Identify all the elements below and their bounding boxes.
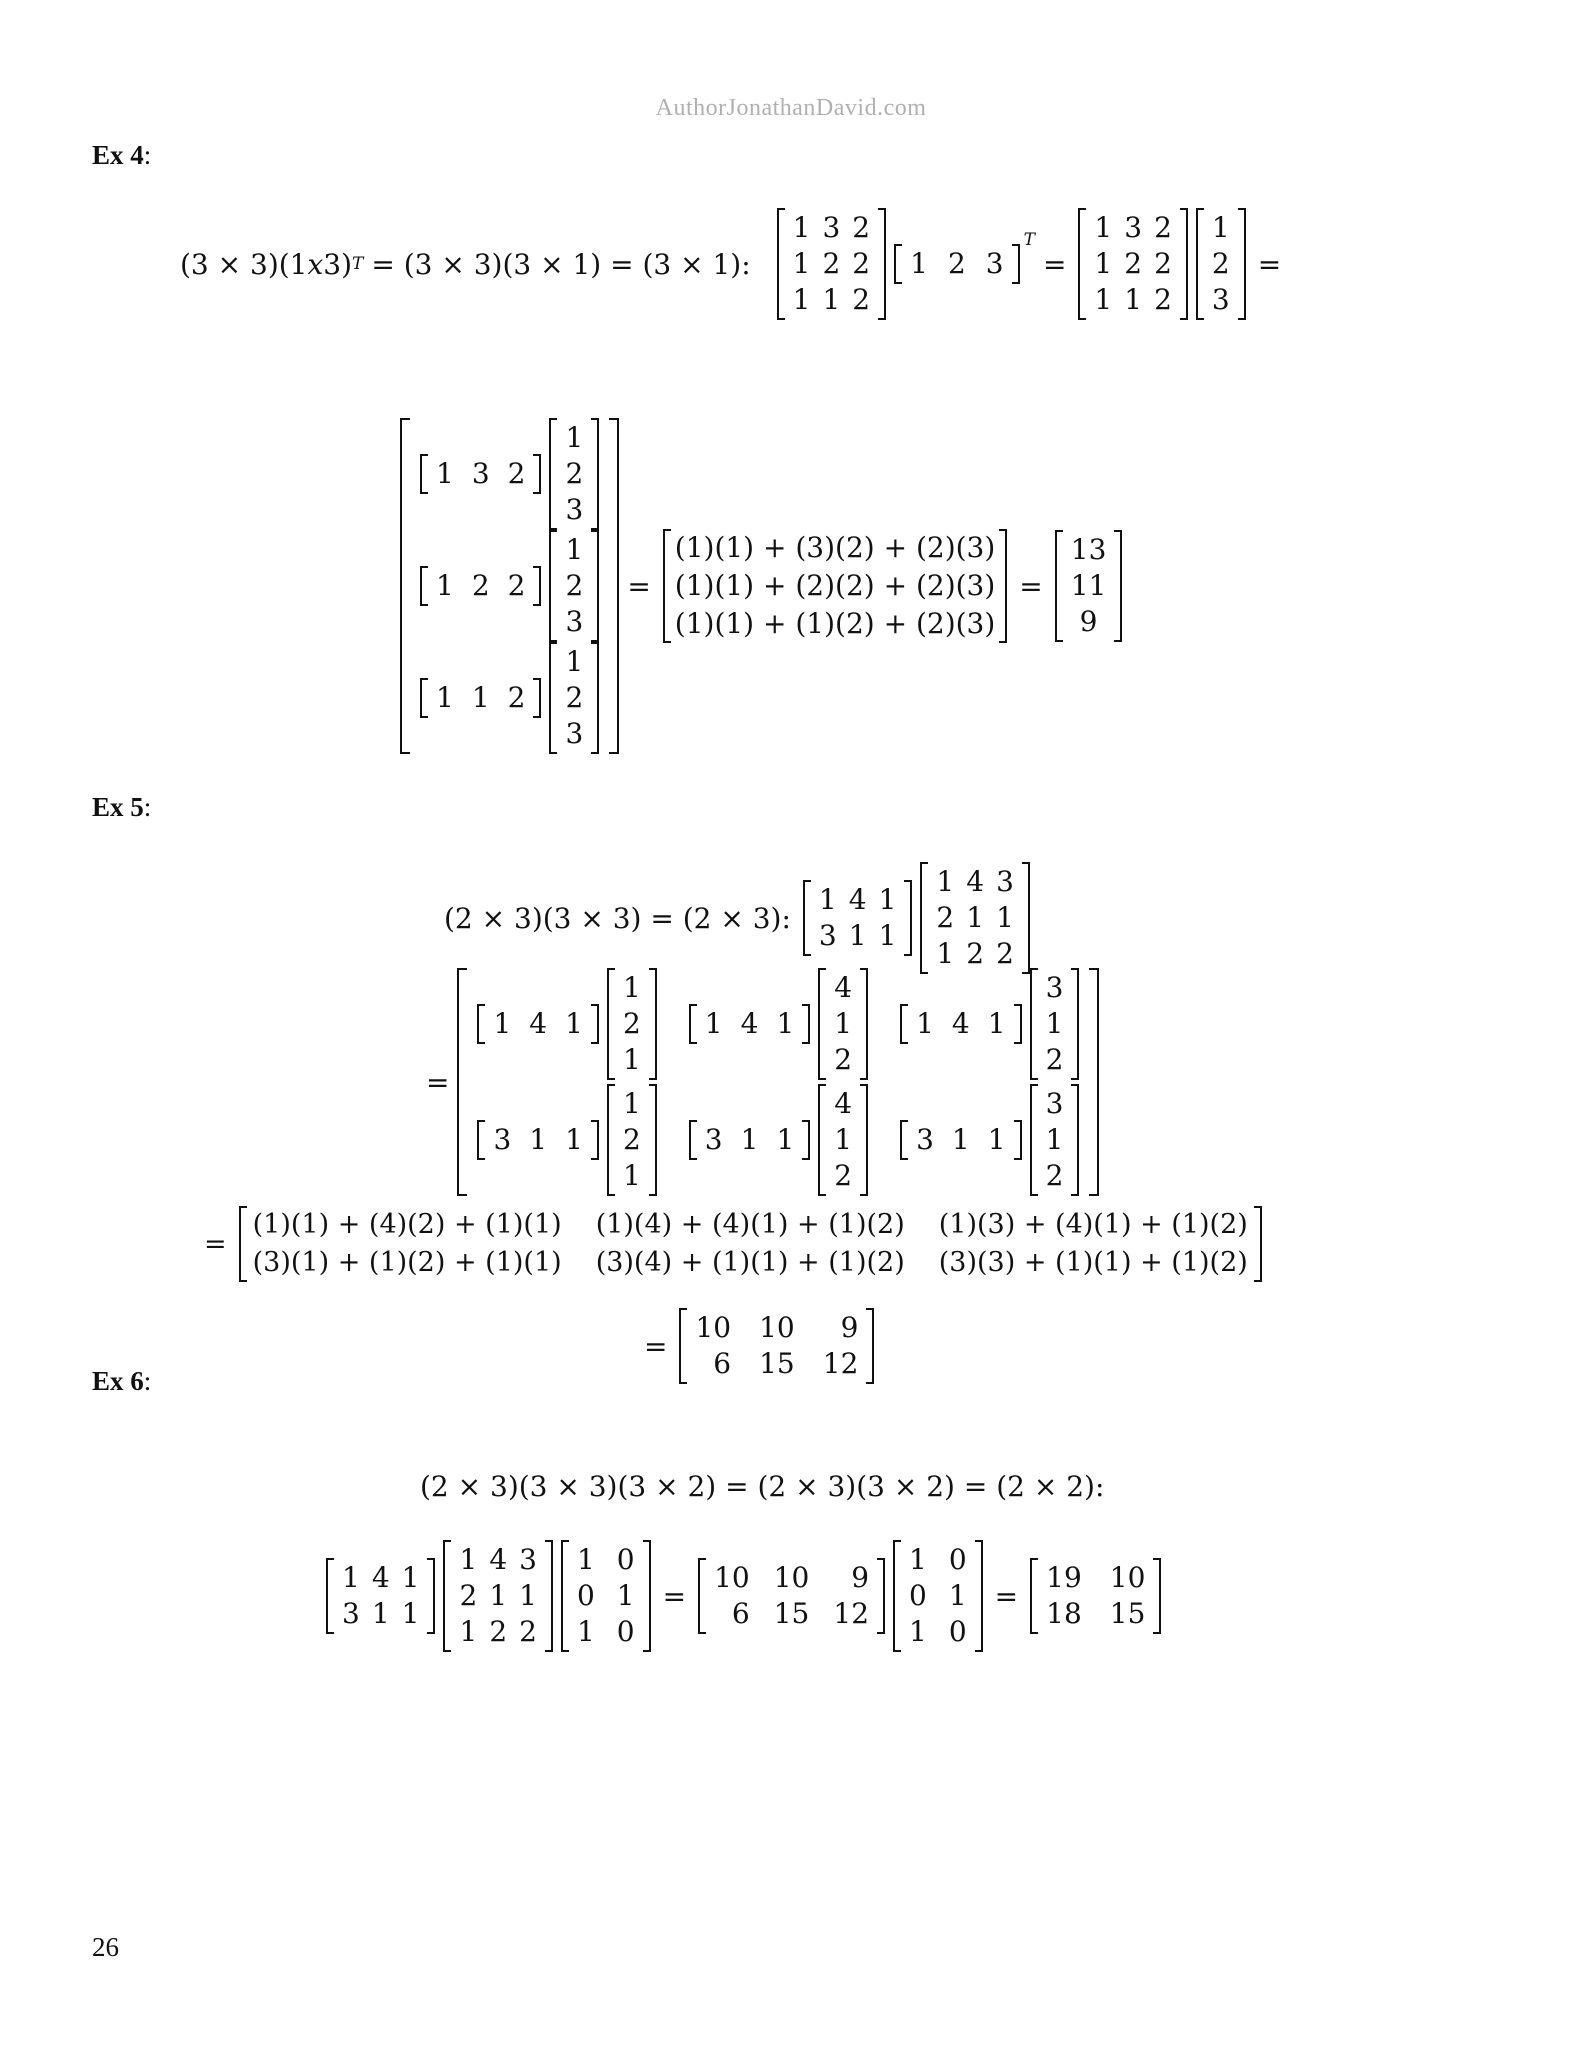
math-term: 1 bbox=[1094, 211, 1113, 244]
math-term: 1 bbox=[489, 1579, 508, 1612]
math-term: 1 bbox=[916, 1007, 934, 1040]
ex6-dims: (2 × 3)(3 × 3)(3 × 2) = (2 × 3)(3 × 2) = (2 × 2): bbox=[420, 1470, 1105, 1503]
ex6-result-matrix bbox=[1030, 1558, 1161, 1634]
math-term: 1 bbox=[909, 1543, 927, 1576]
left-bracket bbox=[777, 208, 785, 320]
math-term: 1 bbox=[401, 1561, 420, 1594]
left-bracket bbox=[443, 1540, 451, 1652]
left-bracket bbox=[400, 418, 410, 754]
right-bracket bbox=[591, 1120, 599, 1160]
left-bracket bbox=[689, 1004, 697, 1044]
right-bracket bbox=[643, 1540, 651, 1652]
math-term: 9 bbox=[1079, 605, 1098, 638]
left-bracket bbox=[894, 244, 902, 284]
math-term: 0 bbox=[909, 1579, 927, 1612]
right-bracket bbox=[545, 1540, 553, 1652]
right-bracket bbox=[802, 1004, 810, 1044]
ex5-block-row-1 bbox=[473, 968, 1083, 1080]
left-bracket bbox=[326, 1558, 334, 1634]
math-term: 1 bbox=[1211, 211, 1230, 244]
math-term: 3 bbox=[519, 1543, 537, 1576]
ex4-label-colon: : bbox=[143, 140, 152, 170]
math-term: 1 bbox=[948, 1579, 967, 1612]
math-term: 4 bbox=[834, 971, 853, 1004]
ex4-block-row bbox=[416, 418, 603, 530]
left-bracket bbox=[1030, 1084, 1038, 1196]
math-term: 3 bbox=[565, 493, 584, 526]
right-bracket bbox=[533, 566, 541, 606]
equals-sign: = bbox=[426, 1065, 450, 1099]
right-bracket bbox=[1022, 862, 1030, 974]
ex5-matrix-b bbox=[920, 862, 1029, 974]
math-term: 2 bbox=[936, 901, 955, 934]
math-term: 2 bbox=[852, 211, 871, 244]
right-bracket bbox=[591, 642, 599, 754]
math-term: 15 bbox=[759, 1347, 795, 1380]
ex5-block-matrix bbox=[457, 968, 1099, 1196]
math-term: 1 bbox=[1124, 283, 1143, 316]
right-bracket bbox=[999, 529, 1007, 643]
right-bracket bbox=[649, 1084, 657, 1196]
right-bracket bbox=[1114, 530, 1122, 642]
math-term: 4 bbox=[489, 1543, 508, 1576]
math-term: 3 bbox=[1211, 283, 1230, 316]
math-term: 2 bbox=[622, 1007, 641, 1040]
ex4-matrix-a bbox=[777, 208, 886, 320]
ex4-block-row bbox=[416, 642, 603, 754]
ex6-label-colon: : bbox=[143, 1366, 152, 1396]
ex5-label bbox=[92, 792, 151, 823]
ex6-label-text: Ex 6 bbox=[92, 1366, 144, 1396]
right-bracket bbox=[649, 968, 657, 1080]
math-term: 2 bbox=[852, 247, 871, 280]
math-term: 2 bbox=[565, 681, 584, 714]
ex4-expr-matrix bbox=[663, 529, 1008, 643]
left-bracket bbox=[679, 1308, 687, 1384]
right-bracket bbox=[1014, 1004, 1022, 1044]
math-term: 1 bbox=[740, 1123, 759, 1156]
right-bracket bbox=[878, 208, 886, 320]
math-term: 3 bbox=[565, 605, 584, 638]
math-term: 9 bbox=[851, 1561, 870, 1594]
ex4-result-matrix bbox=[1055, 530, 1123, 642]
ex5-label-text: Ex 5 bbox=[92, 792, 144, 822]
math-term: 2 bbox=[1211, 247, 1230, 280]
math-term: 0 bbox=[616, 1543, 635, 1576]
math-term: 1 bbox=[776, 1123, 795, 1156]
math-term: 2 bbox=[1154, 283, 1172, 316]
math-term: 0 bbox=[616, 1615, 635, 1648]
ex5-equation-3 bbox=[196, 1206, 1266, 1282]
ex6-matrix-b bbox=[443, 1540, 552, 1652]
math-term: 2 bbox=[471, 569, 490, 602]
left-bracket bbox=[900, 1120, 908, 1160]
math-term: (1)(3) + (4)(1) + (1)(2) bbox=[938, 1209, 1248, 1240]
right-bracket bbox=[1089, 968, 1099, 1196]
math-term: 1 bbox=[622, 1087, 641, 1120]
right-bracket bbox=[427, 1558, 435, 1634]
math-term: 2 bbox=[1045, 1043, 1064, 1076]
math-term: 2 bbox=[507, 569, 526, 602]
math-term: 2 bbox=[947, 247, 966, 280]
math-term: 10 bbox=[714, 1561, 750, 1594]
equals-sign: = bbox=[1042, 247, 1067, 281]
right-bracket bbox=[866, 1308, 874, 1384]
math-term: 2 bbox=[1045, 1159, 1064, 1192]
left-bracket bbox=[239, 1206, 247, 1282]
right-bracket bbox=[591, 530, 599, 642]
math-term: 1 bbox=[622, 1043, 641, 1076]
math-term: 1 bbox=[987, 1123, 1006, 1156]
left-bracket bbox=[1078, 208, 1086, 320]
math-term: 4 bbox=[848, 883, 867, 916]
ex6-matrix-c-copy bbox=[893, 1540, 983, 1652]
math-term: 4 bbox=[834, 1087, 853, 1120]
math-term: 1 bbox=[459, 1615, 478, 1648]
math-term: 1 bbox=[622, 1159, 641, 1192]
ex5-equation-2 bbox=[418, 968, 1099, 1196]
right-bracket bbox=[533, 454, 541, 494]
math-term: 2 bbox=[489, 1615, 508, 1648]
left-bracket bbox=[477, 1120, 485, 1160]
left-bracket bbox=[1030, 1558, 1038, 1634]
math-term: 1 bbox=[936, 937, 955, 970]
ex4-row-vector bbox=[894, 244, 1019, 284]
math-term: 13 bbox=[1070, 533, 1107, 566]
math-term: 3 bbox=[471, 457, 490, 490]
math-term: 1 bbox=[1045, 1007, 1064, 1040]
left-bracket bbox=[420, 454, 428, 494]
left-bracket bbox=[477, 1004, 485, 1044]
math-term: 2 bbox=[1154, 211, 1172, 244]
math-term: 3 bbox=[704, 1123, 723, 1156]
right-bracket bbox=[591, 418, 599, 530]
math-term: 1 bbox=[951, 1123, 970, 1156]
equals-sign: = bbox=[994, 1579, 1019, 1613]
math-term: 1 bbox=[493, 1007, 512, 1040]
ex4-col-vector bbox=[1196, 208, 1246, 320]
math-term: (1)(1) + (1)(2) + (2)(3) bbox=[674, 607, 996, 640]
math-term: 1 bbox=[792, 211, 811, 244]
math-term: 3 bbox=[1045, 1087, 1064, 1120]
right-bracket bbox=[802, 1120, 810, 1160]
ex5-dims: (2 × 3)(3 × 3) = (2 × 3): bbox=[444, 901, 791, 935]
math-term: 1 bbox=[848, 919, 867, 952]
left-bracket bbox=[893, 1540, 901, 1652]
math-term: (3)(3) + (1)(1) + (1)(2) bbox=[938, 1247, 1248, 1278]
math-term: 1 bbox=[818, 883, 837, 916]
equals-sign: = bbox=[1257, 247, 1282, 281]
math-term: 9 bbox=[840, 1311, 859, 1344]
ex4-block-row bbox=[416, 530, 603, 642]
math-term: 3 bbox=[818, 919, 837, 952]
math-term: 2 bbox=[822, 247, 841, 280]
transpose-sup-2: 𝑇 bbox=[1023, 230, 1035, 250]
page-header: AuthorJonathanDavid.com bbox=[655, 95, 927, 121]
right-bracket bbox=[1238, 208, 1246, 320]
math-term: 1 bbox=[878, 883, 897, 916]
math-term: 1 bbox=[834, 1123, 853, 1156]
math-term: 1 bbox=[616, 1579, 635, 1612]
left-bracket bbox=[698, 1558, 706, 1634]
math-term: 2 bbox=[852, 283, 871, 316]
math-term: 2 bbox=[565, 569, 584, 602]
left-bracket bbox=[900, 1004, 908, 1044]
math-term: 0 bbox=[948, 1615, 967, 1648]
left-bracket bbox=[920, 862, 928, 974]
math-term: 1 bbox=[565, 533, 584, 566]
math-term: 2 bbox=[459, 1579, 478, 1612]
math-term: 4 bbox=[371, 1561, 390, 1594]
math-term: 10 bbox=[759, 1311, 795, 1344]
left-bracket bbox=[420, 678, 428, 718]
math-term: 3 bbox=[493, 1123, 512, 1156]
math-term: 1 bbox=[910, 247, 928, 280]
left-bracket bbox=[420, 566, 428, 606]
math-term: 1 bbox=[622, 971, 641, 1004]
transpose-sup: 𝑇 bbox=[352, 254, 364, 274]
left-bracket bbox=[549, 642, 557, 754]
math-term: 2 bbox=[834, 1043, 853, 1076]
equals-sign: = bbox=[1019, 569, 1043, 603]
math-term: 2 bbox=[507, 457, 526, 490]
right-bracket bbox=[1153, 1558, 1161, 1634]
math-term: 2 bbox=[1154, 247, 1172, 280]
math-term: 1 bbox=[529, 1123, 548, 1156]
equals-sign: = bbox=[644, 1329, 668, 1363]
math-term: 1 bbox=[996, 901, 1014, 934]
math-term: 1 bbox=[436, 681, 454, 714]
ex4-label bbox=[92, 140, 151, 171]
math-term: 1 bbox=[576, 1543, 595, 1576]
math-term: 0 bbox=[948, 1543, 967, 1576]
math-term: 1 bbox=[776, 1007, 795, 1040]
math-term: 1 bbox=[471, 681, 490, 714]
math-term: 1 bbox=[565, 645, 584, 678]
left-bracket bbox=[689, 1120, 697, 1160]
right-bracket bbox=[860, 968, 868, 1080]
math-term: 1 bbox=[1094, 283, 1113, 316]
ex4-block-matrix bbox=[400, 418, 619, 754]
math-term: 11 bbox=[1070, 569, 1107, 602]
left-bracket bbox=[1030, 968, 1038, 1080]
equals-sign: = bbox=[204, 1228, 227, 1260]
math-term: 1 bbox=[371, 1597, 390, 1630]
math-term: 4 bbox=[529, 1007, 548, 1040]
ex6-matrix-ab bbox=[698, 1558, 885, 1634]
right-bracket bbox=[1254, 1206, 1262, 1282]
math-term: 1 bbox=[565, 1123, 583, 1156]
math-term: 1 bbox=[1045, 1123, 1064, 1156]
left-bracket bbox=[818, 1084, 826, 1196]
math-term: 3 bbox=[1124, 211, 1143, 244]
ex5-equation-4 bbox=[636, 1308, 878, 1384]
left-bracket bbox=[607, 1084, 615, 1196]
page-number: 26 bbox=[92, 1932, 119, 1962]
ex4-dims-right: = (3 × 3)(3 × 1) = (3 × 1): bbox=[371, 247, 751, 281]
math-term: 2 bbox=[996, 937, 1014, 970]
math-term: 1 bbox=[704, 1007, 723, 1040]
left-bracket bbox=[457, 968, 467, 1196]
ex5-expr-matrix bbox=[239, 1206, 1262, 1282]
right-bracket bbox=[1071, 968, 1079, 1080]
math-term: 2 bbox=[834, 1159, 853, 1192]
ex4-label-text: Ex 4 bbox=[92, 140, 144, 170]
left-bracket bbox=[1055, 530, 1063, 642]
math-term: 2 bbox=[622, 1123, 641, 1156]
math-term: 4 bbox=[951, 1007, 970, 1040]
right-bracket bbox=[1014, 1120, 1022, 1160]
math-term: 18 bbox=[1046, 1597, 1082, 1630]
math-term: 1 bbox=[565, 1007, 583, 1040]
ex5-block-row-2 bbox=[473, 1084, 1083, 1196]
math-term: 10 bbox=[695, 1311, 732, 1344]
ex6-matrix-c bbox=[561, 1540, 651, 1652]
math-term: 3 bbox=[996, 865, 1014, 898]
math-term: 1 bbox=[576, 1615, 595, 1648]
math-term: 15 bbox=[1109, 1597, 1146, 1630]
ex6-label bbox=[92, 1366, 151, 1397]
math-term: 1 bbox=[436, 457, 454, 490]
right-bracket bbox=[975, 1540, 983, 1652]
ex5-equation-1 bbox=[436, 862, 1034, 974]
math-term: 10 bbox=[773, 1561, 810, 1594]
math-term: 1 bbox=[401, 1597, 420, 1630]
math-term: 1 bbox=[834, 1007, 853, 1040]
math-term: 4 bbox=[966, 865, 985, 898]
math-term: 12 bbox=[833, 1597, 870, 1630]
ex5-result-matrix bbox=[679, 1308, 874, 1384]
math-term: (1)(4) + (4)(1) + (1)(2) bbox=[595, 1209, 905, 1240]
right-bracket bbox=[609, 418, 619, 754]
math-term: 6 bbox=[713, 1347, 732, 1380]
ex4-equation-2 bbox=[400, 418, 1126, 754]
math-term: 1 bbox=[459, 1543, 478, 1576]
math-term: 1 bbox=[1094, 247, 1113, 280]
math-term: 19 bbox=[1046, 1561, 1082, 1594]
left-bracket bbox=[803, 880, 811, 956]
math-term: 1 bbox=[822, 283, 841, 316]
math-term: (1)(1) + (4)(2) + (1)(1) bbox=[252, 1209, 562, 1240]
math-term: 0 bbox=[576, 1579, 595, 1612]
left-bracket bbox=[549, 530, 557, 642]
math-term: 3 bbox=[916, 1123, 934, 1156]
math-term: 3 bbox=[985, 247, 1004, 280]
math-term: 3 bbox=[822, 211, 841, 244]
math-term: 1 bbox=[936, 865, 955, 898]
math-term: 2 bbox=[1124, 247, 1143, 280]
math-term: 2 bbox=[507, 681, 526, 714]
math-term: 1 bbox=[966, 901, 985, 934]
ex5-label-colon: : bbox=[143, 792, 152, 822]
right-bracket bbox=[877, 1558, 885, 1634]
ex4-equation-1 bbox=[180, 208, 1289, 320]
right-bracket bbox=[860, 1084, 868, 1196]
math-term: 1 bbox=[792, 283, 811, 316]
math-term: 3 bbox=[565, 717, 584, 750]
left-bracket bbox=[663, 529, 671, 643]
math-term: 2 bbox=[565, 457, 584, 490]
left-bracket bbox=[561, 1540, 569, 1652]
right-bracket bbox=[904, 880, 912, 956]
math-term: 10 bbox=[1109, 1561, 1146, 1594]
math-term: 6 bbox=[731, 1597, 750, 1630]
left-bracket bbox=[607, 968, 615, 1080]
math-term: 4 bbox=[740, 1007, 759, 1040]
left-bracket bbox=[549, 418, 557, 530]
math-term: 1 bbox=[792, 247, 811, 280]
math-term: 1 bbox=[909, 1615, 927, 1648]
left-bracket bbox=[1196, 208, 1204, 320]
math-term: 1 bbox=[987, 1007, 1006, 1040]
right-bracket bbox=[1180, 208, 1188, 320]
ex5-matrix-a bbox=[803, 880, 912, 956]
math-term: 2 bbox=[966, 937, 985, 970]
right-bracket bbox=[533, 678, 541, 718]
ex4-dims-left: (3 × 3)(1𝑥3) bbox=[180, 247, 353, 281]
math-term: (1)(1) + (3)(2) + (2)(3) bbox=[674, 531, 996, 564]
ex6-equation bbox=[322, 1540, 1165, 1652]
math-term: 12 bbox=[822, 1347, 859, 1380]
math-term: 3 bbox=[342, 1597, 360, 1630]
math-term: 3 bbox=[1045, 971, 1064, 1004]
equals-sign: = bbox=[627, 569, 651, 603]
math-term: (3)(1) + (1)(2) + (1)(1) bbox=[252, 1247, 562, 1278]
math-term: 2 bbox=[519, 1615, 537, 1648]
right-bracket bbox=[1012, 244, 1020, 284]
equals-sign: = bbox=[662, 1579, 687, 1613]
left-bracket bbox=[818, 968, 826, 1080]
math-term: 1 bbox=[565, 421, 584, 454]
ex6-matrix-a bbox=[326, 1558, 435, 1634]
math-term: 15 bbox=[773, 1597, 810, 1630]
math-term: 1 bbox=[878, 919, 897, 952]
right-bracket bbox=[591, 1004, 599, 1044]
math-term: 1 bbox=[436, 569, 454, 602]
math-term: (3)(4) + (1)(1) + (1)(2) bbox=[595, 1247, 905, 1278]
math-term: 1 bbox=[519, 1579, 537, 1612]
math-term: (1)(1) + (2)(2) + (2)(3) bbox=[674, 569, 996, 602]
right-bracket bbox=[1071, 1084, 1079, 1196]
ex4-matrix-a-copy bbox=[1078, 208, 1187, 320]
math-term: 1 bbox=[342, 1561, 360, 1594]
